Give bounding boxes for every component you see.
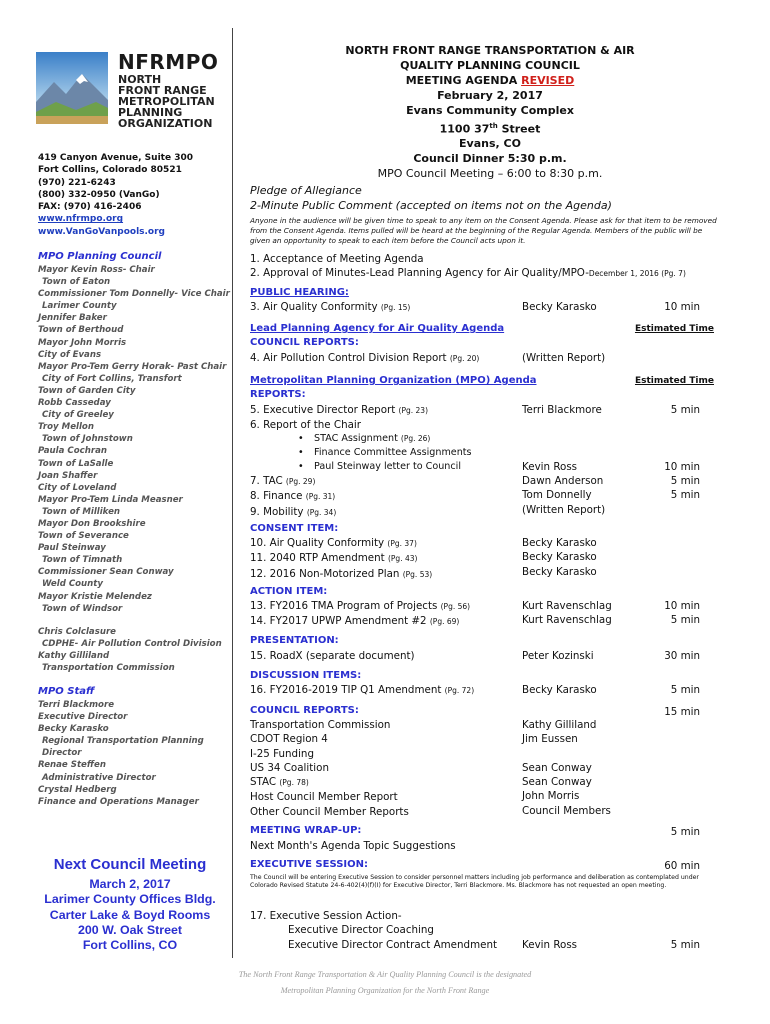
column-divider (232, 28, 233, 958)
mpo-items: 5. Executive Director Report (Pg. 23) 6. Report of the Chair (250, 404, 428, 432)
presenter: Terri Blackmore (522, 404, 602, 416)
logo-subtitle: NORTH FRONT RANGE METROPOLITAN PLANNING ORGANIZATION (118, 73, 215, 130)
consent-items: 10. Air Quality Conformity (Pg. 37) 11. 2040 RTP Amendment (Pg. 43) 12. 2016 Non-Motorized Plan (Pg. 53) (250, 537, 433, 580)
staff-heading: MPO Staff (38, 686, 95, 697)
time: 5 min (670, 826, 700, 838)
public-hearing-heading: PUBLIC HEARING: (250, 287, 349, 298)
estimated-time-label: Estimated Time (634, 376, 714, 386)
presenter: Peter Kozinski (522, 650, 594, 662)
staff-members: Terri Blackmore Executive Director Becky Karasko Regional Transportation Planning Director Renae Steffen Administrative Director Crystal Hedberg Finance and Operations Manager (38, 700, 204, 807)
public-comment: 2-Minute Public Comment (accepted on items not on the Agenda) (250, 199, 612, 212)
action-heading: ACTION ITEM: (250, 586, 328, 597)
times-7-8: 5 min 5 min (670, 475, 700, 502)
executive-heading: EXECUTIVE SESSION: (250, 859, 369, 870)
action-times: 10 min 5 min (664, 600, 700, 627)
council-report-presenters: Kathy Gilliland Jim Eussen Sean Conway Sean Conway John Morris Council Members (522, 719, 611, 817)
presenter: Kevin Ross (522, 939, 578, 951)
council-heading: MPO Planning Council (38, 251, 162, 262)
council-extra: Chris Colclasure CDPHE- Air Pollution Control Division Kathy Gilliland Transportation Commission (38, 627, 222, 674)
contact-block: 419 Canyon Avenue, Suite 300 Fort Collins, Colorado 80521 (970) 221-6243 (800) 332-0950 (VanGo) FAX: (970) 416-2406 www.nfrmpo.org www.VanGoVanpools.org (38, 153, 193, 237)
executive-note: The Council will be entering Executive Session to consider personnel matters including job performance and deliberation as contemplated under Colorado Revised Statute 24-6-402(4)(f)(I) for Executive Director, Terri Blackmore. Ms. Blackmore has not requested an open meeting. (250, 874, 699, 890)
council-reports-sub: COUNCIL REPORTS: (250, 337, 359, 348)
next-meeting-box: Next Council Meeting March 2, 2017 Larimer County Offices Bldg. Carter Lake & Boyd Rooms 200 W. Oak Street Fort Collins, CO (44, 856, 216, 953)
time: 5 min (670, 684, 700, 696)
lpa-heading: Lead Planning Agency for Air Quality Agenda (250, 323, 505, 334)
council-members: Mayor Kevin Ross- Chair Town of Eaton Commissioner Tom Donnelly- Vice Chair Larimer County Jennifer Baker Town of Berthoud Mayor John Morris City of Evans Mayor Pro-Tem Gerry Horak- Past Chair City of Fort Collins, Transfort Town of Garden City Robb Casseday City of Greeley Troy Mellon Town of Johnstown Paula Cochran Town of LaSalle Joan Shaffer City of Loveland Mayor Pro-Tem Linda Measner Town of Milliken Mayor Don Brookshire Town of Severance Paul Steinway Town of Timnath Commissioner Sean Conway Weld County Mayor Kristie Melendez Town of Windsor (38, 265, 230, 614)
mpo-items-7-9: 7. TAC (Pg. 29) 8. Finance (Pg. 31) 9. Mobility (Pg. 34) (250, 475, 337, 518)
logo-title: NFRMPO (118, 50, 219, 74)
estimated-time-label: Estimated Time (634, 324, 714, 334)
council-reports-heading: COUNCIL REPORTS: (250, 705, 359, 716)
presenters-7-9: Dawn Anderson Tom Donnelly (Written Report) (522, 475, 606, 516)
action-presenters: Kurt Ravenschlag Kurt Ravenschlag (522, 600, 612, 627)
presentation-heading: PRESENTATION: (250, 635, 339, 646)
pledge: Pledge of Allegiance (250, 184, 362, 197)
time: 10 min (664, 301, 700, 313)
revised-label: REVISED (521, 73, 575, 87)
time: 15 min (664, 706, 700, 718)
time: 5 min (670, 939, 700, 951)
consent-heading: CONSENT ITEM: (250, 523, 339, 534)
wrapup-heading: MEETING WRAP-UP: (250, 825, 362, 836)
wrapup-item: Next Month's Agenda Topic Suggestions (250, 840, 456, 852)
time: 60 min (664, 860, 700, 872)
presenter: Kevin Ross (522, 461, 578, 473)
agenda-item-4: 4. Air Pollution Control Division Report (Pg. 20) (250, 352, 480, 364)
time: 30 min (664, 650, 700, 662)
agenda-header: NORTH FRONT RANGE TRANSPORTATION & AIR QUALITY PLANNING COUNCIL MEETING AGENDA REVISED February 2, 2017 Evans Community Complex 1100 37th Street Evans, CO Council Dinner 5:30 p.m. MPO Council Meeting – 6:00 to 8:30 p.m. (345, 44, 635, 180)
website-link[interactable]: www.nfrmpo.org (38, 214, 124, 225)
action-items: 13. FY2016 TMA Program of Projects (Pg. 56) 14. FY2017 UPWP Amendment #2 (Pg. 69) (250, 600, 471, 628)
agenda-item-3: 3. Air Quality Conformity (Pg. 15) (250, 301, 411, 313)
opening-items: 1. Acceptance of Meeting Agenda 2. Approval of Minutes-Lead Planning Agency for Air Quality/MPO-December 1, 2016 (Pg. 7) (250, 253, 686, 280)
agenda-item-17: 17. Executive Session Action- Executive Director Coaching Executive Director Contract Amendment (250, 910, 498, 951)
sidebar (0, 0, 232, 1024)
mpo-heading: Metropolitan Planning Organization (MPO) Agenda (250, 375, 537, 386)
agenda-item-16: 16. FY2016-2019 TIP Q1 Amendment (Pg. 72) (250, 684, 475, 696)
mountain-logo-icon (36, 52, 108, 124)
presenter: Becky Karasko (522, 684, 597, 696)
reports-sub: REPORTS: (250, 389, 306, 400)
public-comment-note: Anyone in the audience will be given time to speak to any item on the Consent Agenda. Please ask for that item to be removed from the Consent Agenda. Items pulled will be heard at the beginning of the Regular Agenda. Members of the public will be given an opportunity to speak to each item before the Council acts upon it. (250, 216, 717, 245)
footer: The North Front Range Transportation & Air Quality Planning Council is the designated Metropolitan Planning Organization for the North Front Range (238, 970, 532, 995)
discussion-heading: DISCUSSION ITEMS: (250, 670, 362, 681)
time: 10 min (664, 461, 700, 473)
agenda-item-15: 15. RoadX (separate document) (250, 650, 415, 662)
time: 5 min (670, 404, 700, 416)
consent-presenters: Becky Karasko Becky Karasko Becky Karasko (522, 537, 597, 578)
vango-link[interactable]: www.VanGoVanpools.org (38, 226, 165, 237)
presenter: (Written Report) (522, 352, 606, 364)
chair-bullets: • STAC Assignment (Pg. 26) • Finance Committee Assignments • Paul Steinway letter to Council (298, 433, 472, 472)
council-report-items: Transportation Commission CDOT Region 4 I-25 Funding US 34 Coalition STAC (Pg. 78) Host Council Member Report Other Council Member Reports (250, 719, 409, 818)
presenter: Becky Karasko (522, 301, 597, 313)
